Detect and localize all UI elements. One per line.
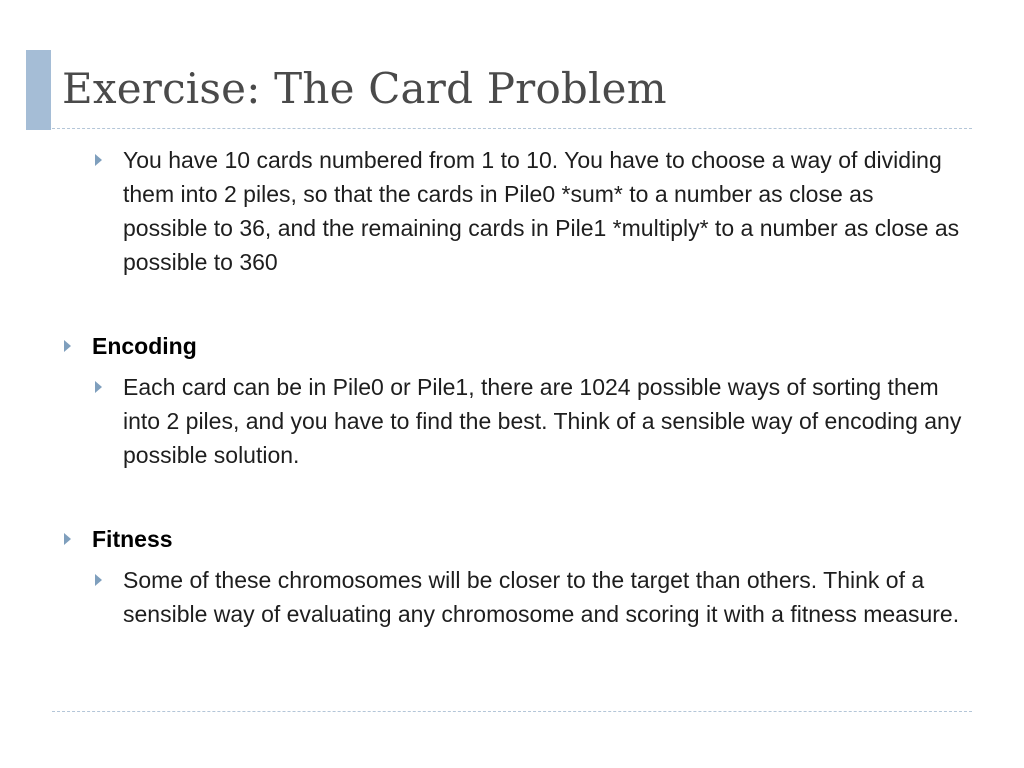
fitness-bullet [123,563,963,631]
fitness-text: Some of these chromosomes will be closer to the target than others. Think of a sensible way of evaluating any chromosome and scoring it with a fitness measure. [123,567,960,627]
footer-divider [52,711,972,712]
triangle-bullet-icon [95,574,102,586]
intro-text: You have 10 cards numbered from 1 to 10. You have to choose a way of dividing them into 2 piles, so that the cards in Pile0 *sum* to a number as close as possible to 36, and the remaining cards in Pile1 *multiply* to a number as close as possible to 360 [123,147,960,275]
encoding-heading-bullet [92,329,972,363]
encoding-text: Each card can be in Pile0 or Pile1, there are 1024 possible ways of sorting them into 2 piles, and you have to find the best. Think of a sensible way of encoding any possible solution. [123,374,962,468]
title-divider [52,128,972,129]
triangle-bullet-icon [95,381,102,393]
triangle-bullet-icon [64,533,71,545]
fitness-heading-bullet [92,522,972,556]
triangle-bullet-icon [64,340,71,352]
fitness-heading: Fitness [92,526,173,552]
slide-title: Exercise: The Card Problem [62,64,667,113]
triangle-bullet-icon [95,154,102,166]
encoding-heading: Encoding [92,333,197,359]
encoding-bullet [123,370,963,472]
title-accent-bar [26,50,51,130]
intro-bullet [123,143,963,279]
